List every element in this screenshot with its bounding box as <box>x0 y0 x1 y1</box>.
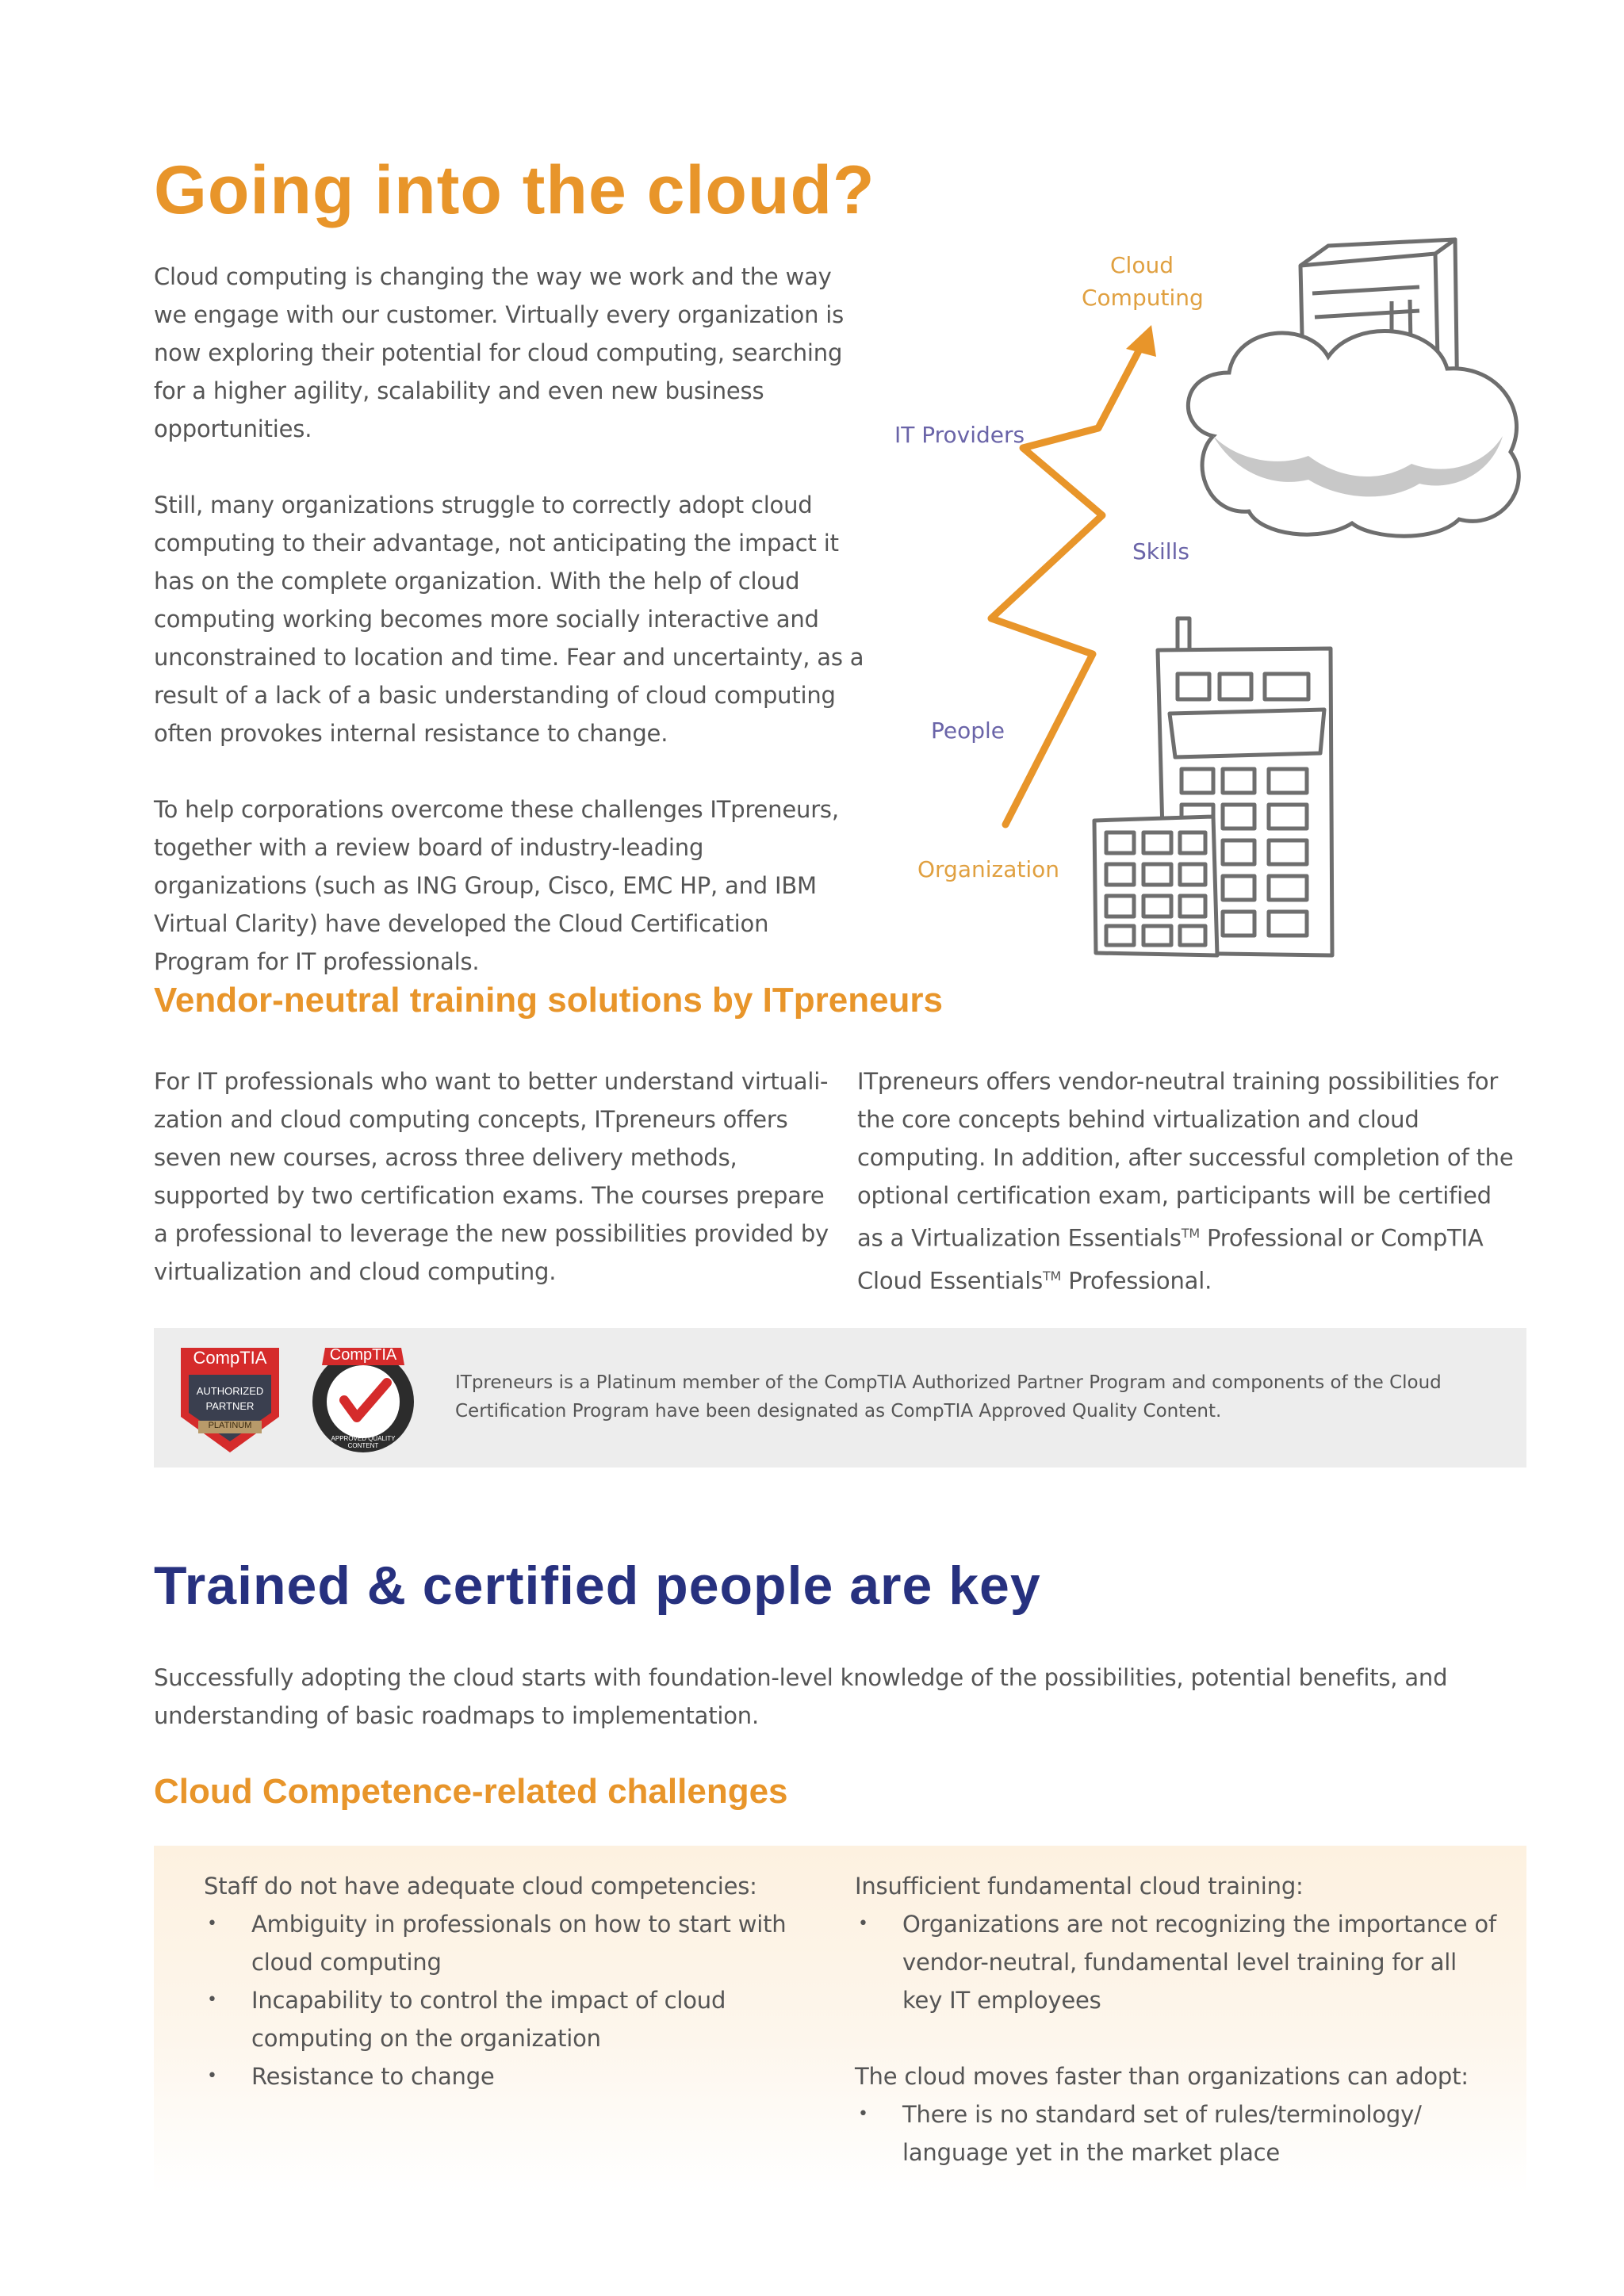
cert-text: ITpreneurs is a Platinum member of the CompTIA Authorized Partner Program and components of the Cloud Certification Program have been designated as CompTIA Approved Quality Content. <box>455 1372 1442 1422</box>
badge2-brand: CompTIA <box>329 1346 397 1364</box>
badge1-line3: PLATINUM <box>208 1421 252 1430</box>
badge1-line1: AUTHORIZED <box>196 1385 264 1397</box>
list-item: • Incapability to control the impact of cloud computing on the organization <box>204 1981 822 2057</box>
challenges-left <box>204 1867 822 2095</box>
label-people: People <box>931 718 1005 744</box>
vendor-right-text <box>857 1062 1515 1299</box>
trademark-1: TM <box>1181 1226 1200 1241</box>
intro-text <box>154 258 868 981</box>
vendor-right-text-3: Professional. <box>1061 1267 1212 1295</box>
list-item: • There is no standard set of rules/terminology/ language yet in the market place <box>855 2095 1497 2172</box>
intro-paragraph-2: Still, many organizations struggle to correctly adopt cloud computing to their advantage, not anticipating the impact it has on the complete organization. With the help of cloud computing working becomes more socially interactive and unconstrained to location and time. Fear and uncertainty, as a result of a lack of a basic understanding of cloud computing often provokes internal resistance to change. <box>154 492 864 747</box>
challenges-right-title-2: The cloud moves faster than organizations can adopt: <box>855 2063 1469 2090</box>
label-skills: Skills <box>1132 538 1189 564</box>
arrow-head <box>1126 325 1156 357</box>
vendor-right-text-2: Professional or CompTIA Cloud Essentials <box>857 1224 1484 1295</box>
trained-paragraph: Successfully adopting the cloud starts with foundation-level knowledge of the possibilities, potential benefits, and understanding of basic roadmaps to implementation. <box>154 1664 1448 1729</box>
intro-paragraph-3: To help corporations overcome these challenges ITpreneurs, together with a review board of industry-leading organizations (such as ING Group, Cisco, EMC HP, and IBM Virtual Clarity) have developed the Cloud Certification Program for IT professionals. <box>154 796 839 975</box>
list-item: • Ambiguity in professionals on how to start with cloud computing <box>204 1905 822 1981</box>
cloud-icon <box>1188 331 1519 537</box>
label-organization: Organization <box>917 856 1060 882</box>
vendor-right-text-1: ITpreneurs offers vendor-neutral training possibilities for the core concepts behind virtualization and cloud computing. In addition, after successful completion of the optional certification exam, participants will be certified as a Virtualization Essentials <box>857 1068 1514 1252</box>
challenges-right-title-1: Insufficient fundamental cloud training: <box>855 1873 1304 1900</box>
trained-title: Trained & certified people are key <box>154 1556 1041 1616</box>
badge1-brand: CompTIA <box>193 1348 267 1368</box>
approved-quality-badge <box>308 1341 419 1456</box>
vendor-left-text: For IT professionals who want to better understand virtuali-zation and cloud computing concepts, ITpreneurs offers seven new courses, across three delivery methods, supported by two certification exams. The courses prepare a professional to leverage the new possibilities provided by virtualization and cloud computing. <box>154 1068 829 1285</box>
office-building-icon <box>1094 618 1332 955</box>
challenges-heading: Cloud Competence-related challenges <box>154 1772 788 1811</box>
label-it-providers: IT Providers <box>894 422 1025 448</box>
growth-arrow <box>991 345 1142 825</box>
trademark-2: TM <box>1042 1268 1062 1284</box>
badge1-line2: PARTNER <box>205 1400 255 1412</box>
vendor-heading: Vendor-neutral training solutions by ITpreneurs <box>154 981 944 1020</box>
authorized-partner-badge <box>174 1341 285 1456</box>
challenges-right <box>855 1867 1497 2172</box>
page-title: Going into the cloud? <box>154 152 875 228</box>
badge2-ring-text: APPROVED QUALITY CONTENT <box>331 1435 396 1449</box>
label-computing: Computing <box>1082 285 1204 311</box>
intro-paragraph-1: Cloud computing is changing the way we work and the way we engage with our customer. Virtually every organization is now exploring their potential for cloud computing, searching for a higher agility, scalability and even new business opportunities. <box>154 263 845 442</box>
list-item: • Organizations are not recognizing the importance of vendor-neutral, fundamental level training for all key IT employees <box>855 1905 1497 2019</box>
list-item: • Resistance to change <box>204 2057 822 2095</box>
challenges-left-title: Staff do not have adequate cloud competencies: <box>204 1873 757 1900</box>
